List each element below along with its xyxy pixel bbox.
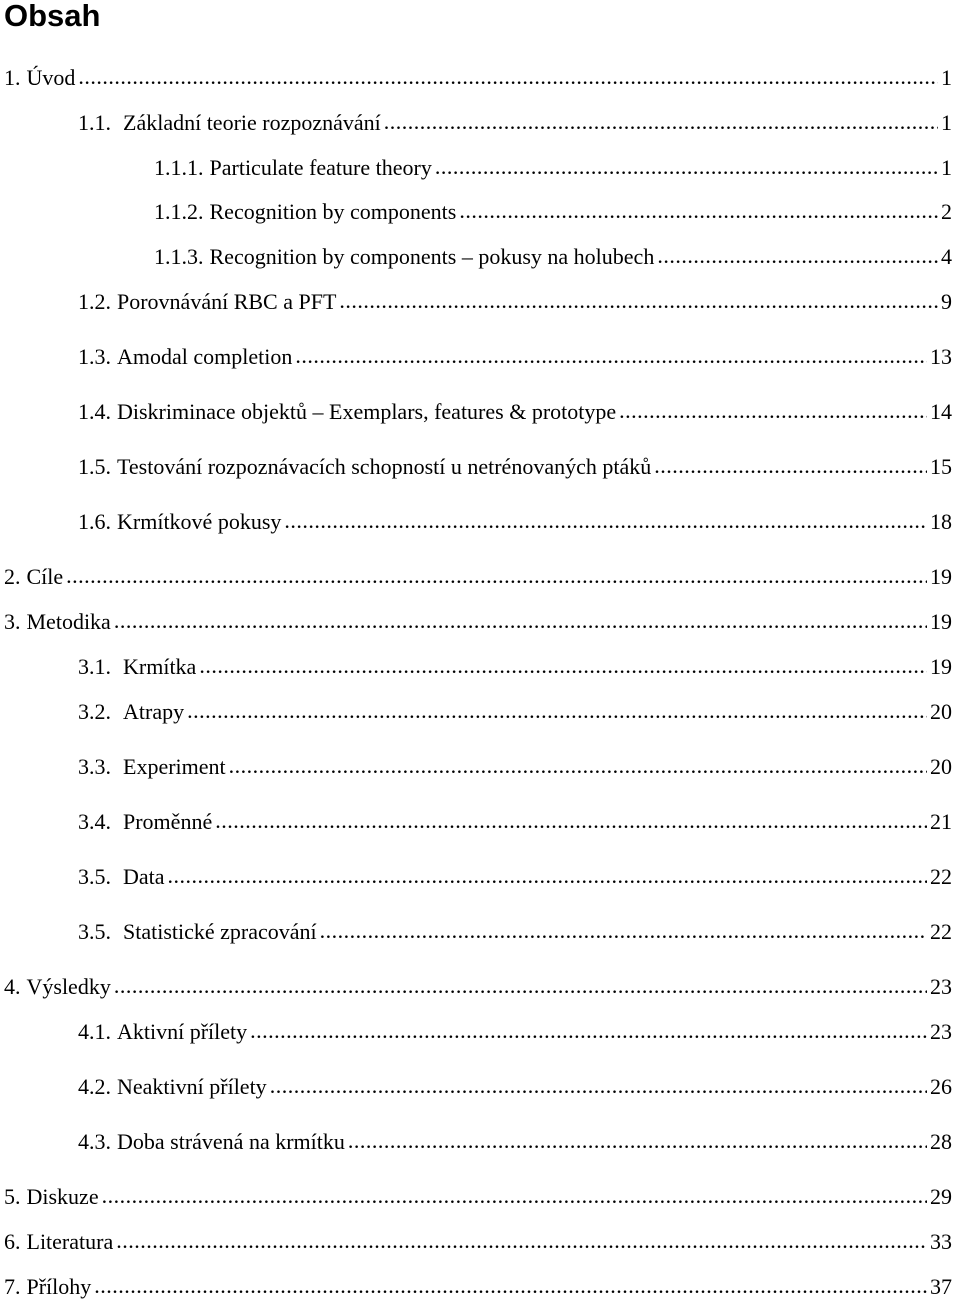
- entry-label: Přílohy: [26, 1274, 92, 1299]
- entry-number: 1.2.: [78, 289, 111, 314]
- entry-label: Neaktivní přílety: [117, 1074, 267, 1099]
- entry-label: Proměnné: [123, 809, 213, 834]
- entry-label: Metodika: [26, 609, 111, 634]
- entry-label: Data: [123, 864, 165, 889]
- toc-entry-3-2[interactable]: [78, 698, 952, 726]
- entry-page-number: 28: [930, 1129, 952, 1154]
- entry-number: 1.4.: [78, 399, 111, 424]
- dot-leader: [284, 507, 927, 535]
- toc-entry-1-5[interactable]: [78, 453, 952, 481]
- entry-label: Diskuze: [26, 1184, 99, 1209]
- entry-page-number: 1: [941, 65, 952, 90]
- entry-number: 3.2.: [78, 699, 111, 724]
- entry-page-number: 14: [930, 399, 952, 424]
- entry-label: Krmítka: [123, 654, 197, 679]
- toc-entry-1-6[interactable]: [78, 508, 952, 536]
- entry-page-number: 13: [930, 344, 952, 369]
- entry-number: 6.: [4, 1229, 21, 1254]
- entry-number: 3.1.: [78, 654, 111, 679]
- dot-leader: [320, 917, 927, 945]
- entry-page-number: 19: [930, 609, 952, 634]
- toc-entry-5[interactable]: [4, 1183, 952, 1211]
- entry-page-number: 9: [941, 289, 952, 314]
- entry-number: 3.4.: [78, 809, 111, 834]
- toc-entry-3-5-data[interactable]: [78, 863, 952, 891]
- entry-page-number: 19: [930, 564, 952, 589]
- entry-page-number: 33: [930, 1229, 952, 1254]
- toc-entry-1-1-3[interactable]: [154, 243, 952, 271]
- entry-page-number: 26: [930, 1074, 952, 1099]
- toc-entry-1-3[interactable]: [78, 343, 952, 371]
- dot-leader: [619, 397, 927, 425]
- entry-label: Doba strávená na krmítku: [117, 1129, 345, 1154]
- toc-entry-1-2[interactable]: [78, 288, 952, 316]
- entry-number: 4.: [4, 974, 21, 999]
- entry-number: 4.1.: [78, 1019, 111, 1044]
- entry-number: 1.5.: [78, 454, 111, 479]
- toc-entry-3-3[interactable]: [78, 753, 952, 781]
- toc-entry-1-1-1[interactable]: [154, 154, 952, 182]
- entry-number: 4.3.: [78, 1129, 111, 1154]
- entry-label: Krmítkové pokusy: [117, 509, 282, 534]
- toc-entry-1-1-2[interactable]: [154, 198, 952, 226]
- entry-page-number: 22: [930, 864, 952, 889]
- page-title: Obsah: [4, 0, 101, 33]
- entry-page-number: 23: [930, 1019, 952, 1044]
- toc-entry-1-1[interactable]: [78, 109, 952, 137]
- toc-entry-1-4[interactable]: [78, 398, 952, 426]
- entry-page-number: 18: [930, 509, 952, 534]
- dot-leader: [114, 607, 927, 635]
- entry-label: Testování rozpoznávacích schopností u netrénovaných ptáků: [117, 454, 652, 479]
- entry-number: 1.6.: [78, 509, 111, 534]
- dot-leader: [229, 752, 927, 780]
- entry-label: Particulate feature theory: [209, 155, 432, 180]
- entry-label: Výsledky: [26, 974, 111, 999]
- entry-label: Recognition by components – pokusy na holubech: [209, 244, 655, 269]
- entry-label: Experiment: [123, 754, 226, 779]
- dot-leader: [270, 1072, 927, 1100]
- entry-number: 4.2.: [78, 1074, 111, 1099]
- entry-number: 1.1.1.: [154, 155, 204, 180]
- entry-number: 3.5.: [78, 919, 111, 944]
- dot-leader: [199, 652, 927, 680]
- toc-entry-2[interactable]: [4, 563, 952, 591]
- entry-label: Aktivní přílety: [117, 1019, 248, 1044]
- entry-label: Statistické zpracování: [123, 919, 317, 944]
- toc-entry-7[interactable]: [4, 1273, 952, 1301]
- entry-page-number: 20: [930, 754, 952, 779]
- dot-leader: [116, 1227, 927, 1255]
- entry-page-number: 23: [930, 974, 952, 999]
- entry-page-number: 1: [941, 110, 952, 135]
- entry-number: 3.5.: [78, 864, 111, 889]
- entry-page-number: 19: [930, 654, 952, 679]
- toc-entry-4[interactable]: [4, 973, 952, 1001]
- dot-leader: [215, 807, 927, 835]
- entry-page-number: 21: [930, 809, 952, 834]
- entry-label: Recognition by components: [209, 199, 457, 224]
- entry-number: 1.: [4, 65, 21, 90]
- entry-number: 1.1.2.: [154, 199, 204, 224]
- dot-leader: [348, 1127, 927, 1155]
- toc-entry-3-1[interactable]: [78, 653, 952, 681]
- dot-leader: [459, 197, 938, 225]
- dot-leader: [295, 342, 927, 370]
- entry-page-number: 37: [930, 1274, 952, 1299]
- entry-label: Amodal completion: [117, 344, 293, 369]
- entry-page-number: 4: [941, 244, 952, 269]
- dot-leader: [114, 972, 927, 1000]
- entry-number: 1.1.3.: [154, 244, 204, 269]
- dot-leader: [66, 562, 927, 590]
- dot-leader: [435, 153, 938, 181]
- entry-page-number: 2: [941, 199, 952, 224]
- entry-label: Porovnávání RBC a PFT: [117, 289, 337, 314]
- entry-number: 3.3.: [78, 754, 111, 779]
- entry-label: Diskriminace objektů – Exemplars, features & prototype: [117, 399, 617, 424]
- entry-number: 1.1.: [78, 110, 111, 135]
- entry-number: 3.: [4, 609, 21, 634]
- dot-leader: [384, 108, 938, 136]
- entry-page-number: 15: [930, 454, 952, 479]
- entry-page-number: 29: [930, 1184, 952, 1209]
- entry-label: Literatura: [26, 1229, 114, 1254]
- entry-number: 5.: [4, 1184, 21, 1209]
- entry-number: 1.3.: [78, 344, 111, 369]
- entry-number: 2.: [4, 564, 21, 589]
- toc-entry-4-3[interactable]: [78, 1128, 952, 1156]
- toc-entry-4-2[interactable]: [78, 1073, 952, 1101]
- entry-label: Úvod: [26, 65, 76, 90]
- dot-leader: [94, 1272, 927, 1300]
- entry-label: Atrapy: [123, 699, 185, 724]
- dot-leader: [168, 862, 927, 890]
- entry-number: 7.: [4, 1274, 21, 1299]
- entry-page-number: 22: [930, 919, 952, 944]
- toc-entry-3-4[interactable]: [78, 808, 952, 836]
- entry-page-number: 1: [941, 155, 952, 180]
- dot-leader: [250, 1017, 927, 1045]
- dot-leader: [187, 697, 927, 725]
- entry-label: Základní teorie rozpoznávání: [123, 110, 381, 135]
- toc-entry-4-1[interactable]: [78, 1018, 952, 1046]
- toc-entry-3[interactable]: [4, 608, 952, 636]
- dot-leader: [78, 63, 938, 91]
- toc-entry-3-5-statistics[interactable]: [78, 918, 952, 946]
- toc-entry-6[interactable]: [4, 1228, 952, 1256]
- dot-leader: [654, 452, 927, 480]
- dot-leader: [339, 287, 938, 315]
- dot-leader: [657, 242, 938, 270]
- dot-leader: [102, 1182, 927, 1210]
- toc-entry-1[interactable]: [4, 64, 952, 92]
- entry-page-number: 20: [930, 699, 952, 724]
- entry-label: Cíle: [26, 564, 64, 589]
